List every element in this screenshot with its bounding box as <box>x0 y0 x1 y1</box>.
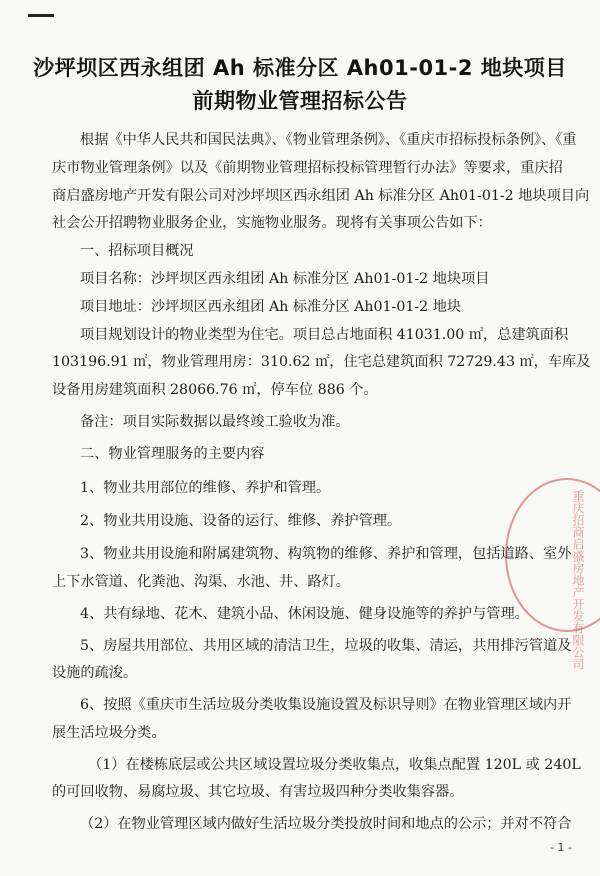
paragraph-line: 庆市物业管理条例》以及《前期物业管理招标投标管理暂行办法》等要求，重庆招 <box>52 160 563 176</box>
paragraph-line: 6、按照《重庆市生活垃圾分类收集设施设置及标识导则》在物业管理区域内开 <box>80 697 572 713</box>
paragraph-line: 备注：项目实际数据以最终竣工验收为准。 <box>80 414 350 430</box>
paragraph-line: 项目规划设计的物业类型为住宅。项目总占地面积 41031.00 ㎡，总建筑面积 <box>80 327 569 343</box>
paragraph-line: 的可回收物、易腐垃圾、其它垃圾、有害垃圾四种分类收集容器。 <box>52 784 464 800</box>
section-heading: 二、物业管理服务的主要内容 <box>80 446 265 462</box>
paragraph-line: 上下水管道、化粪池、沟渠、水池、井、路灯。 <box>52 574 350 590</box>
paragraph-line: 4、共有绿地、花木、建筑小品、休闲设施、健身设施等的养护与管理。 <box>80 606 529 622</box>
paragraph-line: 2、物业共用设施、设备的运行、维修、养护管理。 <box>80 513 402 529</box>
title-line-2: 前期物业管理招标公告 <box>192 89 408 113</box>
paragraph-line: 103196.91 ㎡，物业管理用房：310.62 ㎡，住宅总建筑面积 72729.43 ㎡，车库及 <box>52 354 591 370</box>
paragraph-line: 项目名称：沙坪坝区西永组团 Ah 标准分区 Ah01-01-2 地块项目 <box>80 271 490 287</box>
paragraph-line: 项目地址：沙坪坝区西永组团 Ah 标准分区 Ah01-01-2 地块 <box>80 299 462 315</box>
title-line-1: 沙坪坝区西永组团 Ah 标准分区 Ah01-01-2 地块项目 <box>33 56 567 80</box>
paragraph-line: （2）在物业管理区域内做好生活垃圾分类投放时间和地点的公示；并对不符合 <box>80 816 572 832</box>
paragraph-line: 社会公开招聘物业服务企业，实施物业服务。现将有关事项公告如下： <box>52 215 492 231</box>
paragraph-line: 5、房屋共用部位、共用区域的清洁卫生，垃圾的收集、清运，共用排污管道及 <box>80 638 572 654</box>
paragraph-line: （1）在楼栋底层或公共区域设置垃圾分类收集点，收集点配置 120L 或 240L <box>88 757 581 773</box>
page-number: - 1 - <box>550 841 572 854</box>
header-rule <box>28 14 54 17</box>
paragraph-line: 商启盛房地产开发有限公司对沙坪坝区西永组团 Ah 标准分区 Ah01-01-2 地块项目向 <box>52 188 590 204</box>
paragraph-line: 1、物业共用部位的维修、养护和管理。 <box>80 480 331 496</box>
paragraph-line: 根据《中华人民共和国民法典》、《物业管理条例》、《重庆市招标投标条例》、《重 <box>80 132 577 148</box>
paragraph-line: 展生活垃圾分类。 <box>52 725 166 741</box>
paragraph-line: 设施的疏浚。 <box>52 665 138 681</box>
paragraph-line: 设备用房建筑面积 28066.76 ㎡，停车位 886 个。 <box>52 382 378 398</box>
paragraph-line: 3、物业共用设施和附属建筑物、构筑物的维修、养护和管理，包括道路、室外 <box>80 546 572 562</box>
company-seal-text: 重庆招商启盛房地产开发有限公司 <box>571 490 585 670</box>
section-heading: 一、招标项目概况 <box>80 243 194 259</box>
